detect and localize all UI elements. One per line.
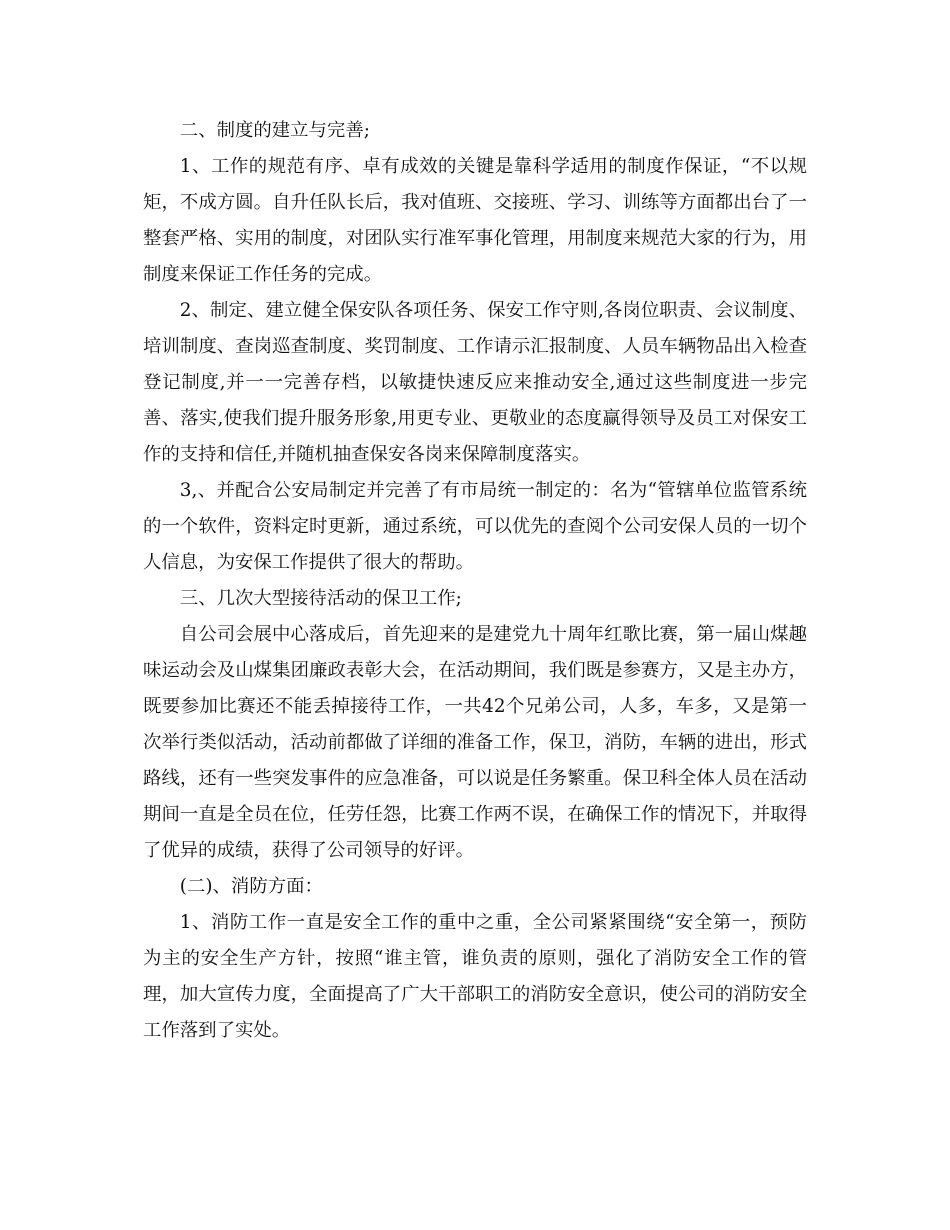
section-heading-fire-protection: (二)、消防方面： (179, 876, 323, 897)
paragraph-system-item-1: 1、工作的规范有序、卓有成效的关键是靠科学适用的制度作保证，“不以规矩，不成方圆。自升任队长后，我对值班、交接班、学习、训练等方面都出台了一整套严格、实用的制度，对团队实行准军事化管理，用制度来规范大家的行为，用制度来保证工作任务的完成。 (143, 156, 807, 285)
section-heading-reception-security: 三、几次大型接待活动的保卫工作; (179, 588, 462, 609)
section-heading-system: 二、制度的建立与完善; (179, 120, 370, 141)
paragraph-system-item-3: 3,、并配合公安局制定并完善了有市局统一制定的：名为“管辖单位监管系统的一个软件，资料定时更新，通过系统，可以优先的查阅个公司安保人员的一切个人信息，为安保工作提供了很大的帮助。 (143, 480, 807, 573)
document-body (143, 113, 807, 1049)
paragraph-fire-protection-item-1: 1、消防工作一直是安全工作的重中之重，全公司紧紧围绕“安全第一，预防为主的安全生产方针，按照“谁主管，谁负责的原则，强化了消防安全工作的管理，加大宣传力度，全面提高了广大干部职工的消防安全意识，使公司的消防安全工作落到了实处。 (143, 912, 807, 1041)
paragraph-reception-security: 自公司会展中心落成后，首先迎来的是建党九十周年红歌比赛，第一届山煤趣味运动会及山煤集团廉政表彰大会，在活动期间，我们既是参赛方，又是主办方，既要参加比赛还不能丢掉接待工作，一共42个兄弟公司，人多，车多，又是第一次举行类似活动，活动前都做了详细的准备工作，保卫，消防，车辆的进出，形式路线，还有一些突发事件的应急准备，可以说是任务繁重。保卫科全体人员在活动期间一直是全员在位，任劳任怨，比赛工作两不误，在确保工作的情况下，并取得了优异的成绩，获得了公司领导的好评。 (143, 624, 807, 861)
paragraph-system-item-2: 2、制定、建立健全保安队各项任务、保安工作守则,各岗位职责、会议制度、培训制度、查岗巡查制度、奖罚制度、工作请示汇报制度、人员车辆物品出入检查登记制度,并一一完善存档，以敏捷快速反应来推动安全,通过这些制度进一步完善、落实,使我们提升服务形象,用更专业、更敬业的态度赢得领导及员工对保安工作的支持和信任,并随机抽查保安各岗来保障制度落实。 (143, 300, 807, 465)
